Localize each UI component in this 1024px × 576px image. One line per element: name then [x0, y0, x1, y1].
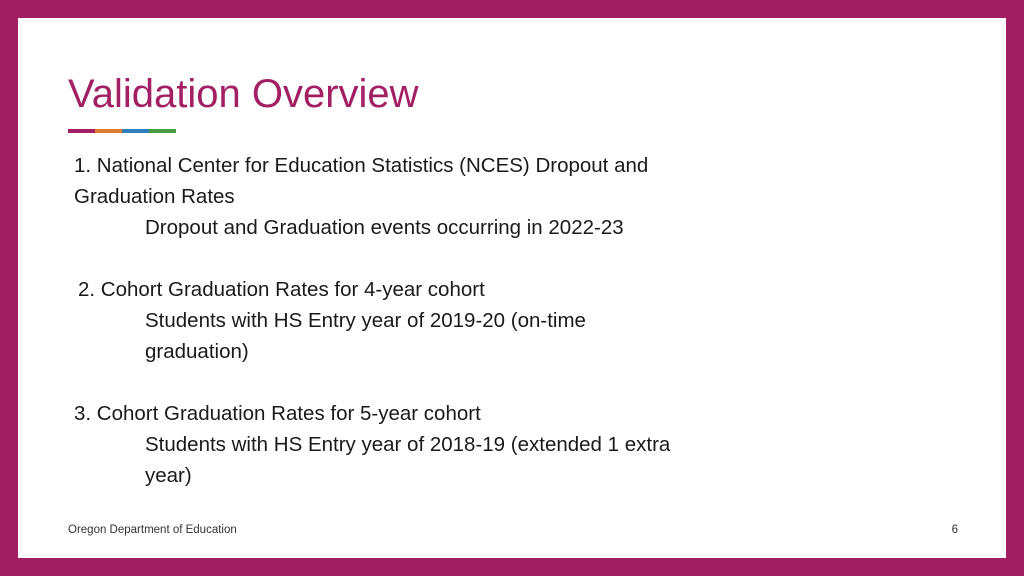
- item-heading: 2. Cohort Graduation Rates for 4-year cohort: [78, 278, 485, 301]
- item-detail: Dropout and Graduation events occurring in 2022-23: [145, 216, 624, 239]
- item-detail: Students with HS Entry year of 2019-20 (on-time graduation): [145, 309, 586, 363]
- footer-organization: Oregon Department of Education: [68, 524, 237, 536]
- slide: [18, 18, 1006, 558]
- list-item: [74, 398, 754, 491]
- item-heading: 3. Cohort Graduation Rates for 5-year cohort: [74, 402, 481, 425]
- list-item: [74, 150, 754, 243]
- item-heading: 1. National Center for Education Statistics (NCES) Dropout and Graduation Rates: [74, 154, 649, 208]
- accent-segment-blue: [122, 129, 149, 133]
- accent-segment-green: [149, 129, 176, 133]
- slide-content: [74, 150, 754, 522]
- accent-segment-magenta: [68, 129, 95, 133]
- list-item: [74, 274, 754, 367]
- page-number: 6: [951, 524, 958, 536]
- item-detail: Students with HS Entry year of 2018-19 (extended 1 extra year): [145, 433, 671, 487]
- title-accent-bar: [68, 129, 176, 133]
- slide-title: Validation Overview: [68, 72, 419, 116]
- accent-segment-orange: [95, 129, 122, 133]
